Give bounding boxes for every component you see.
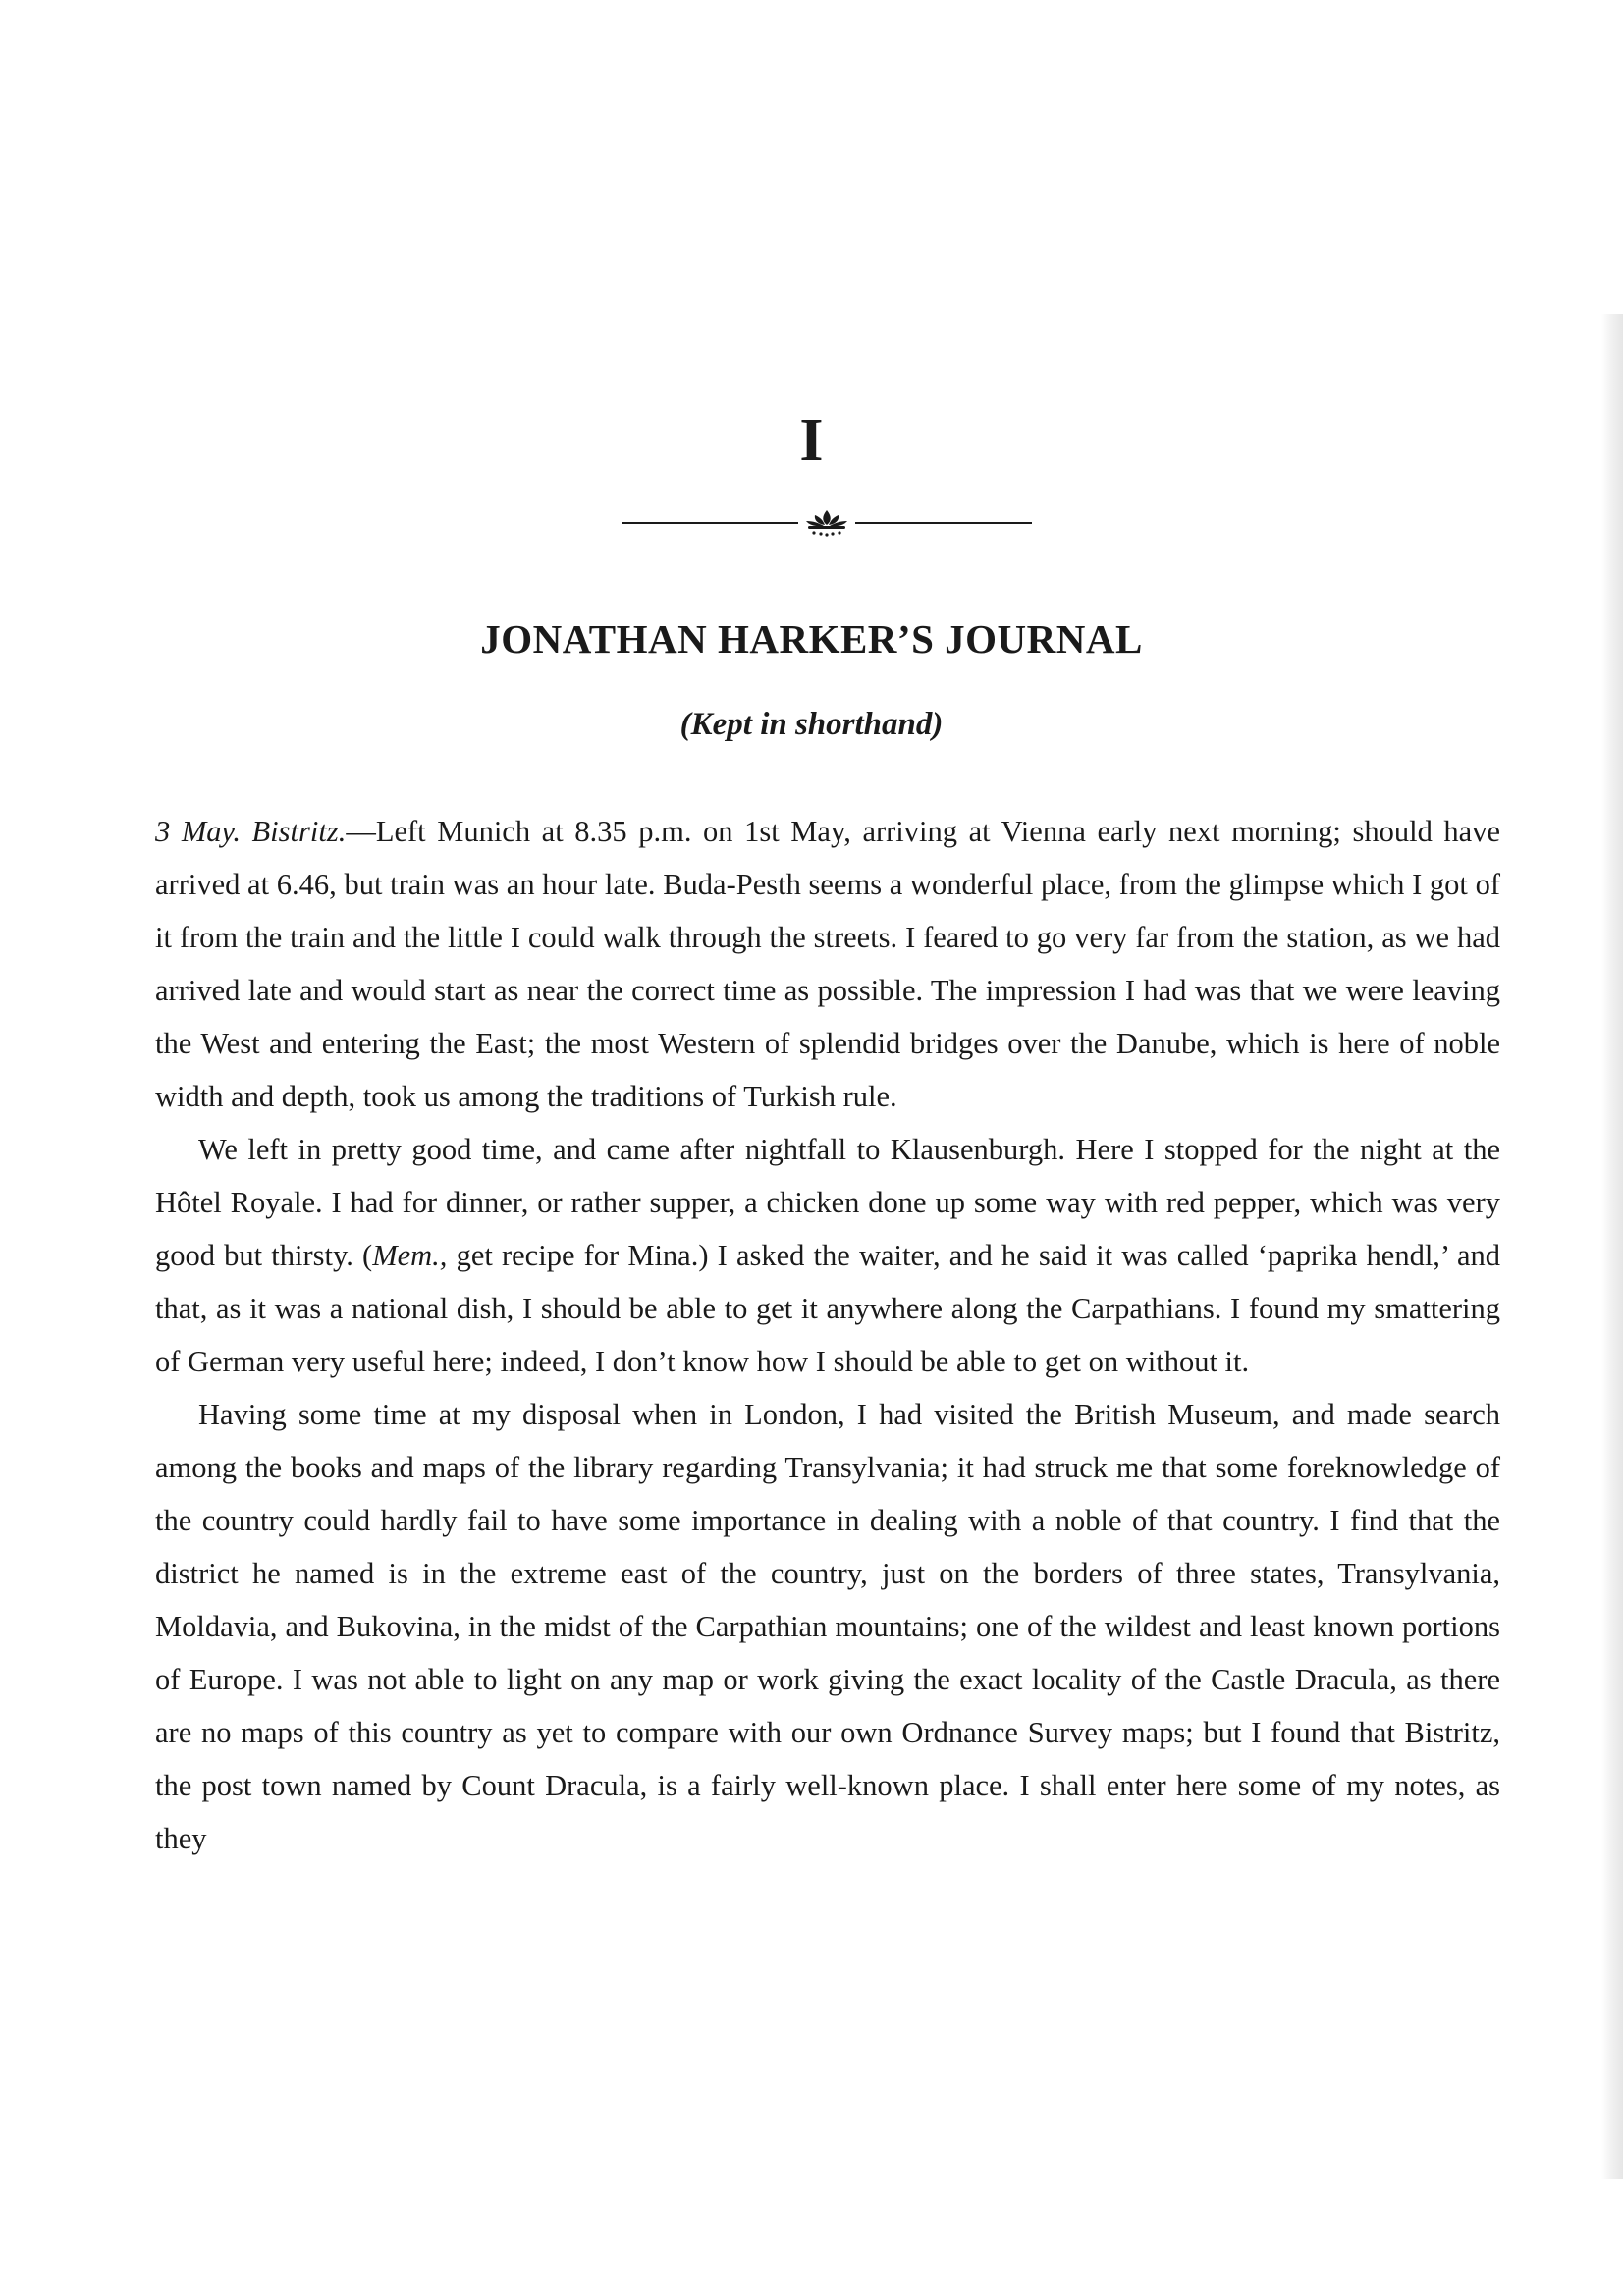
memo-emphasis: Mem.,: [372, 1239, 448, 1272]
entry-dateline: 3 May. Bistritz.: [155, 815, 347, 848]
paragraph-1: [155, 805, 1500, 1123]
chapter-title: JONATHAN HARKER’S JOURNAL: [480, 616, 1143, 662]
chapter-number: I: [799, 407, 824, 474]
paragraph-2-text-before: We left in pretty good time, and came after nightfall to Klausenburgh. Here I stopped for the night at the Hôtel Royale. I had for dinner, or rather supper, a chicken done up some way with red pepper, which was very good but thirsty. (: [155, 1133, 1500, 1272]
paragraph-3: [155, 1388, 1500, 1865]
lotus-ornament-icon: [806, 510, 847, 537]
paragraph-1-text: —Left Munich at 8.35 p.m. on 1st May, arriving at Vienna early next morning; should have arrived at 6.46, but train was an hour late. Buda-Pesth seems a wonderful place, from the glimpse which I got of it from the train and the little I could walk through the streets. I feared to go very far from the station, as we had arrived late and would start as near the correct time as possible. The impression I had was that we were leaving the West and entering the East; the most Western of splendid bridges over the Danube, which is here of noble width and depth, took us among the traditions of Turkish rule.: [155, 815, 1500, 1113]
chapter-subtitle: (Kept in shorthand): [679, 707, 944, 742]
ornament-divider: [622, 508, 1032, 538]
paragraph-2-text-after: get recipe for Mina.) I asked the waiter, and he said it was called ‘paprika hendl,’ and that, as it was a national dish, I should be able to get it anywhere along the Carpathians. I found my smattering of German very useful here; indeed, I don’t know how I should be able to get on without it.: [155, 1239, 1500, 1378]
paragraph-2: [155, 1123, 1500, 1388]
page-edge-shadow: [1601, 314, 1623, 2179]
body-text: [155, 805, 1500, 1865]
paragraph-3-text: Having some time at my disposal when in London, I had visited the British Museum, and made search among the books and maps of the library regarding Transylvania; it had struck me that some foreknowledge of the country could hardly fail to have some importance in dealing with a noble of that country. I find that the district he named is in the extreme east of the country, just on the borders of three states, Transylvania, Moldavia, and Bukovina, in the midst of the Carpathian mountains; one of the wildest and least known portions of Europe. I was not able to light on any map or work giving the exact locality of the Castle Dracula, as there are no maps of this country as yet to compare with our own Ordnance Survey maps; but I found that Bistritz, the post town named by Count Dracula, is a fairly well-known place. I shall enter here some of my notes, as they: [155, 1398, 1500, 1855]
